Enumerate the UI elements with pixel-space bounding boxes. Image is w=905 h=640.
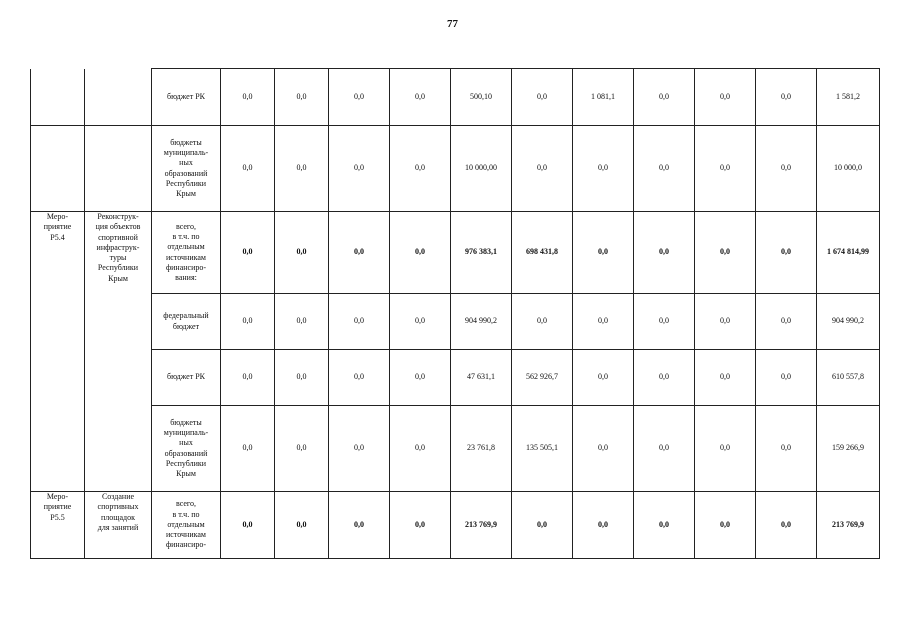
value-cell: 0,0 xyxy=(756,69,817,126)
value-cell: 0,0 xyxy=(221,126,275,212)
value-cell: 0,0 xyxy=(573,294,634,350)
description-cell xyxy=(85,69,152,126)
total-cell: 159 266,9 xyxy=(817,406,880,492)
value-cell: 0,0 xyxy=(390,492,451,559)
value-cell: 0,0 xyxy=(573,126,634,212)
value-cell: 0,0 xyxy=(275,294,329,350)
value-cell: 0,0 xyxy=(221,350,275,406)
value-cell: 0,0 xyxy=(695,406,756,492)
value-cell: 0,0 xyxy=(275,406,329,492)
total-cell: 1 674 814,99 xyxy=(817,212,880,294)
value-cell: 0,0 xyxy=(634,406,695,492)
table-row xyxy=(31,294,880,350)
measure-cell: Меро- приятие Р5.4 xyxy=(31,212,85,492)
value-cell: 0,0 xyxy=(221,212,275,294)
value-cell: 10 000,00 xyxy=(451,126,512,212)
value-cell: 0,0 xyxy=(390,406,451,492)
value-cell: 0,0 xyxy=(329,492,390,559)
total-cell: 904 990,2 xyxy=(817,294,880,350)
value-cell: 0,0 xyxy=(634,294,695,350)
value-cell: 0,0 xyxy=(695,69,756,126)
value-cell: 562 926,7 xyxy=(512,350,573,406)
value-cell: 0,0 xyxy=(573,492,634,559)
source-cell: всего, в т.ч. по отдельным источникам финансиро- xyxy=(152,492,221,559)
source-cell: бюджет РК xyxy=(152,350,221,406)
value-cell: 0,0 xyxy=(221,406,275,492)
value-cell: 0,0 xyxy=(634,212,695,294)
value-cell: 0,0 xyxy=(756,350,817,406)
value-cell: 0,0 xyxy=(756,212,817,294)
value-cell: 0,0 xyxy=(573,406,634,492)
value-cell: 0,0 xyxy=(390,350,451,406)
table-row xyxy=(31,69,880,126)
measure-cell: Меро- приятие Р5.5 xyxy=(31,492,85,559)
value-cell: 0,0 xyxy=(275,126,329,212)
table-row xyxy=(31,350,880,406)
value-cell: 0,0 xyxy=(390,69,451,126)
table-row xyxy=(31,126,880,212)
total-cell: 213 769,9 xyxy=(817,492,880,559)
value-cell: 0,0 xyxy=(634,126,695,212)
total-cell: 610 557,8 xyxy=(817,350,880,406)
value-cell: 500,10 xyxy=(451,69,512,126)
value-cell: 0,0 xyxy=(329,126,390,212)
value-cell: 0,0 xyxy=(756,492,817,559)
value-cell: 0,0 xyxy=(634,350,695,406)
value-cell: 0,0 xyxy=(695,212,756,294)
value-cell: 0,0 xyxy=(390,126,451,212)
source-cell: бюджеты муниципаль- ных образований Республики Крым xyxy=(152,126,221,212)
value-cell: 0,0 xyxy=(512,294,573,350)
value-cell: 1 081,1 xyxy=(573,69,634,126)
value-cell: 0,0 xyxy=(695,492,756,559)
value-cell: 0,0 xyxy=(695,126,756,212)
value-cell: 0,0 xyxy=(221,294,275,350)
source-cell: всего, в т.ч. по отдельным источникам финансиро- вания: xyxy=(152,212,221,294)
value-cell: 0,0 xyxy=(390,212,451,294)
budget-table xyxy=(30,68,880,559)
source-cell: бюджет РК xyxy=(152,69,221,126)
value-cell: 0,0 xyxy=(329,406,390,492)
value-cell: 0,0 xyxy=(573,212,634,294)
value-cell: 0,0 xyxy=(634,492,695,559)
value-cell: 0,0 xyxy=(695,294,756,350)
value-cell: 0,0 xyxy=(634,69,695,126)
value-cell: 135 505,1 xyxy=(512,406,573,492)
total-cell: 1 581,2 xyxy=(817,69,880,126)
value-cell: 0,0 xyxy=(275,350,329,406)
value-cell: 0,0 xyxy=(221,69,275,126)
description-cell: Реконструк- ция объектов спортивной инфраструк- туры Республики Крым xyxy=(85,212,152,492)
value-cell: 0,0 xyxy=(329,294,390,350)
value-cell: 47 631,1 xyxy=(451,350,512,406)
value-cell: 0,0 xyxy=(275,69,329,126)
table-row xyxy=(31,406,880,492)
measure-cell xyxy=(31,126,85,212)
description-cell xyxy=(85,126,152,212)
value-cell: 0,0 xyxy=(221,492,275,559)
value-cell: 213 769,9 xyxy=(451,492,512,559)
value-cell: 0,0 xyxy=(275,492,329,559)
table-row xyxy=(31,212,880,294)
source-cell: бюджеты муниципаль- ных образований Республики Крым xyxy=(152,406,221,492)
value-cell: 0,0 xyxy=(329,69,390,126)
value-cell: 0,0 xyxy=(756,294,817,350)
value-cell: 904 990,2 xyxy=(451,294,512,350)
value-cell: 976 383,1 xyxy=(451,212,512,294)
value-cell: 0,0 xyxy=(512,492,573,559)
total-cell: 10 000,0 xyxy=(817,126,880,212)
value-cell: 0,0 xyxy=(329,350,390,406)
source-cell: федеральный бюджет xyxy=(152,294,221,350)
value-cell: 0,0 xyxy=(512,126,573,212)
value-cell: 698 431,8 xyxy=(512,212,573,294)
value-cell: 23 761,8 xyxy=(451,406,512,492)
value-cell: 0,0 xyxy=(275,212,329,294)
value-cell: 0,0 xyxy=(695,350,756,406)
measure-cell xyxy=(31,69,85,126)
value-cell: 0,0 xyxy=(329,212,390,294)
value-cell: 0,0 xyxy=(390,294,451,350)
value-cell: 0,0 xyxy=(756,126,817,212)
table-row xyxy=(31,492,880,559)
value-cell: 0,0 xyxy=(512,69,573,126)
value-cell: 0,0 xyxy=(756,406,817,492)
description-cell: Создание спортивных площадок для занятий xyxy=(85,492,152,559)
value-cell: 0,0 xyxy=(573,350,634,406)
page-number: 77 xyxy=(447,18,458,30)
